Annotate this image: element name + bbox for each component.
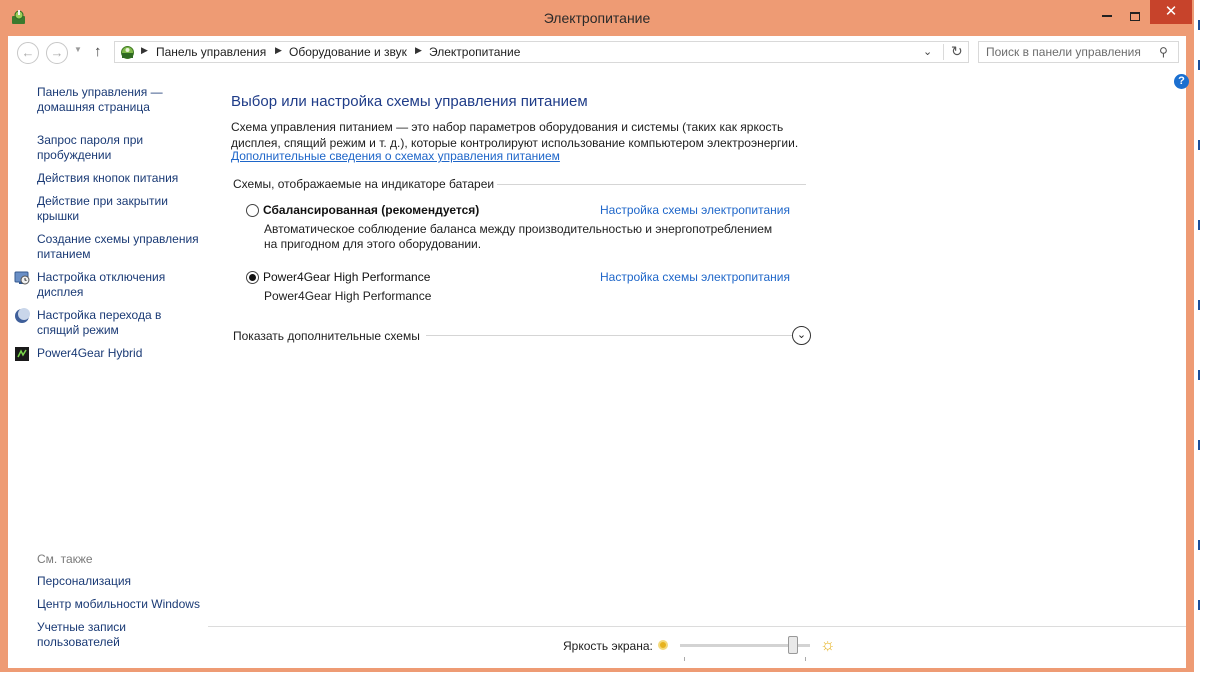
breadcrumb-chevron-icon[interactable]: ▶ — [275, 45, 282, 55]
navigation-bar — [8, 36, 1186, 70]
brightness-label: Яркость экрана: — [563, 639, 653, 653]
minimize-icon — [1102, 15, 1112, 17]
help-icon: ? — [1178, 75, 1185, 87]
sidebar-link-sleep[interactable]: Настройка перехода в спящий режим — [37, 308, 162, 337]
slider-tick — [684, 657, 685, 661]
plan-balanced-settings-link[interactable]: Настройка схемы электропитания — [600, 203, 790, 217]
address-bar[interactable] — [114, 41, 969, 63]
see-also-heading: См. также — [37, 552, 93, 566]
sidebar-link-control-panel-home[interactable]: Панель управления — домашняя страница — [37, 85, 163, 114]
up-button[interactable] — [94, 43, 102, 60]
help-button[interactable] — [1174, 74, 1189, 89]
back-button[interactable] — [17, 42, 39, 64]
see-also-mobility-center[interactable]: Центр мобильности Windows — [37, 597, 200, 611]
plan-balanced-name[interactable]: Сбалансированная (рекомендуется) — [263, 203, 480, 217]
sidebar-link-display-off[interactable]: Настройка отключения дисплея — [37, 270, 166, 299]
sidebar-link-wake-password[interactable]: Запрос пароля при пробуждении — [37, 133, 144, 162]
recent-locations-dropdown[interactable]: ▼ — [74, 45, 82, 54]
page-description: Схема управления питанием — это набор параметров оборудования и системы (таких как яркость дисплея, спящий режим и т. д.), которые контролируют использование компьютером электроэнергии. — [231, 120, 799, 150]
see-also-personalization[interactable]: Персонализация — [37, 574, 132, 588]
plan-balanced-radio[interactable] — [246, 204, 259, 217]
expand-chevron-icon[interactable]: ⌄ — [792, 326, 811, 345]
see-also-user-accounts[interactable]: Учетные записи пользователей — [37, 620, 126, 649]
plan-high-performance-description: Power4Gear High Performance — [264, 289, 432, 303]
brightness-slider-thumb[interactable] — [788, 636, 798, 654]
title-bar[interactable] — [0, 0, 1194, 36]
plan-high-performance-radio[interactable] — [246, 271, 259, 284]
display-clock-icon — [14, 270, 30, 286]
plan-balanced-description: Автоматическое соблюдение баланса между производительностью и энергопотреблением на пригодном для этого оборудовании. — [264, 222, 773, 251]
address-divider — [943, 44, 944, 60]
close-button[interactable] — [1150, 0, 1192, 24]
sidebar-link-power-buttons[interactable]: Действия кнопок питания — [37, 171, 179, 185]
group-divider — [497, 184, 806, 185]
brightness-high-icon: ☼ — [820, 635, 836, 654]
maximize-icon — [1130, 12, 1140, 21]
window-title: Электропитание — [543, 10, 651, 26]
back-arrow-icon: ← — [21, 45, 35, 60]
plan-high-performance-name[interactable]: Power4Gear High Performance — [263, 270, 431, 284]
power4gear-icon — [14, 346, 30, 362]
control-panel-icon — [119, 44, 136, 61]
show-additional-plans-label[interactable]: Показать дополнительные схемы — [233, 329, 420, 343]
search-icon[interactable]: ⚲ — [1159, 45, 1168, 59]
up-arrow-icon: ↑ — [94, 43, 102, 60]
maximize-button[interactable] — [1122, 0, 1148, 30]
breadcrumb-power-options[interactable]: Электропитание — [429, 45, 521, 59]
forward-button[interactable] — [46, 42, 68, 64]
search-box[interactable] — [978, 41, 1179, 63]
brightness-low-icon — [658, 640, 668, 650]
refresh-icon[interactable]: ↻ — [951, 43, 963, 59]
moon-icon — [14, 308, 30, 324]
sidebar-link-lid-close[interactable]: Действие при закрытии крышки — [37, 194, 168, 223]
breadcrumb-chevron-icon[interactable]: ▶ — [415, 45, 422, 55]
sidebar-link-power4gear-hybrid[interactable]: Power4Gear Hybrid — [37, 346, 143, 360]
window-content — [8, 36, 1186, 668]
battery-plans-group-label: Схемы, отображаемые на индикаторе батареи — [233, 177, 495, 191]
more-info-link[interactable]: Дополнительные сведения о схемах управления питанием — [231, 149, 560, 163]
breadcrumb-control-panel[interactable]: Панель управления — [156, 45, 267, 59]
slider-tick — [805, 657, 806, 661]
sidebar-link-create-plan[interactable]: Создание схемы управления питанием — [37, 232, 199, 261]
search-input[interactable] — [986, 45, 1156, 59]
forward-arrow-icon: → — [50, 45, 64, 60]
minimize-button[interactable] — [1092, 0, 1122, 30]
breadcrumb-chevron-icon[interactable]: ▶ — [141, 45, 148, 55]
show-more-divider — [426, 335, 792, 336]
chevron-down-icon[interactable]: ⌄ — [923, 46, 933, 58]
close-icon: ✕ — [1164, 3, 1178, 20]
footer-divider — [208, 626, 1186, 627]
breadcrumb-hardware-sound[interactable]: Оборудование и звук — [289, 45, 407, 59]
plan-high-performance-settings-link[interactable]: Настройка схемы электропитания — [600, 270, 790, 284]
page-title: Выбор или настройка схемы управления питанием — [231, 93, 588, 110]
